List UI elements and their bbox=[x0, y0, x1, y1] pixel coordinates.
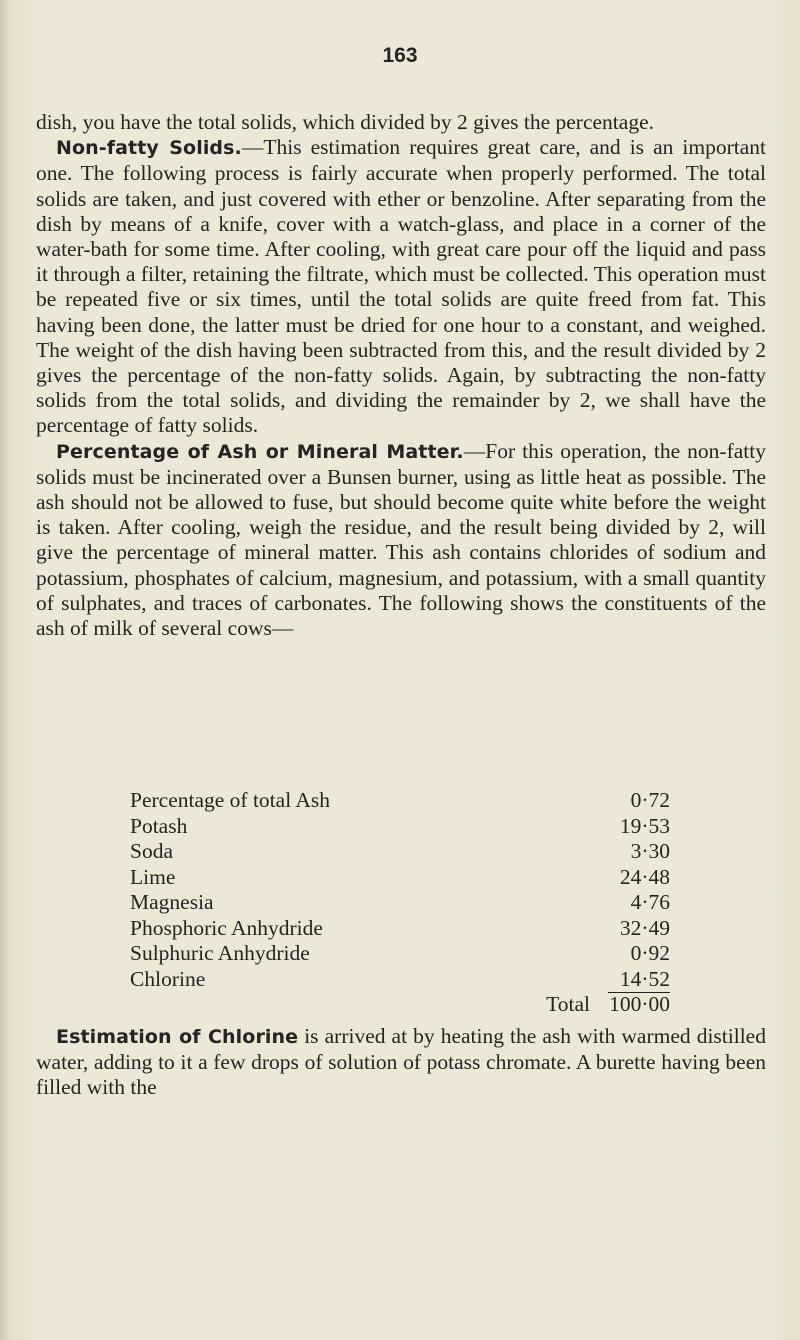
row-label: Soda bbox=[130, 839, 173, 863]
table-row bbox=[130, 839, 670, 865]
section-ash-percentage bbox=[36, 439, 766, 642]
row-label: Potash bbox=[130, 813, 188, 838]
row-value: 3·30 bbox=[630, 839, 670, 863]
section-heading: Non-fatty Solids. bbox=[56, 137, 242, 160]
section-text: is arrived at by heating the ash with warmed distilled water, adding to it a few drops of solution of potass chromate. A burette having been filled with the bbox=[36, 1024, 766, 1100]
section-chlorine-estimation bbox=[36, 1024, 766, 1101]
closing-text bbox=[36, 1024, 766, 1101]
section-heading: Estimation of Chlorine bbox=[56, 1026, 299, 1048]
row-label: Phosphoric Anhydride bbox=[130, 915, 323, 940]
total-row bbox=[130, 992, 670, 1018]
row-value: 4·76 bbox=[630, 890, 670, 914]
row-value: 14·52 bbox=[619, 966, 670, 991]
ash-constituents-table bbox=[130, 788, 670, 1018]
row-label: Chlorine bbox=[130, 966, 206, 991]
total-label: Total bbox=[546, 992, 590, 1016]
row-label: Sulphuric Anhydride bbox=[130, 941, 310, 965]
table-row bbox=[130, 916, 670, 942]
table-row bbox=[130, 814, 670, 840]
table-row bbox=[130, 865, 670, 891]
table-row bbox=[130, 788, 670, 814]
row-value: 0·72 bbox=[630, 788, 670, 812]
row-value: 24·48 bbox=[619, 864, 670, 889]
section-text: —For this operation, the non-fatty solids must be incinerated over a Bunsen burner, using as little heat as possible. The ash should not be allowed to fuse, but should become quite white before the weight is taken. After cooling, weigh the residue, and the result being divided by 2, will give the percentage of mineral matter. This ash contains chlorides of sodium and potassium, phosphates of calcium, magnesium, and potassium, with a small quantity of sulphates, and traces of carbonates. The following shows the constituents of the ash of milk of several cows— bbox=[36, 438, 766, 641]
row-value: 32·49 bbox=[619, 915, 670, 940]
row-label: Lime bbox=[130, 864, 176, 889]
body-text bbox=[36, 110, 766, 641]
table-row bbox=[130, 941, 670, 967]
section-text: —This estimation requires great care, and is an important one. The following process is fairly accurate when properly performed. The total solids are taken, and just covered with ether or benzoline. After separating from the dish by means of a knife, cover with a watch-glass, and place in a corner of the water-bath for some time. After cooling, with great care pour off the liquid and pass it through a filter, retaining the filtrate, which must be collected. This operation must be repeated five or six times, until the total solids are quite freed from fat. This having been done, the latter must be dried for one hour to a constant, and weighed. The weight of the dish having been subtracted from this, and the result divided by 2 gives the percentage of the non-fatty solids. Again, by subtracting the non-fatty solids from the total solids, and dividing the remainder by 2, we shall have the percentage of fatty solids. bbox=[36, 135, 766, 438]
row-value: 0·92 bbox=[630, 941, 670, 965]
section-non-fatty-solids bbox=[36, 135, 766, 438]
table-row bbox=[130, 967, 670, 993]
intro-paragraph: dish, you have the total solids, which divided by 2 gives the percentage. bbox=[36, 110, 654, 134]
page-number: 163 bbox=[382, 44, 418, 67]
section-heading: Percentage of Ash or Mineral Matter. bbox=[56, 440, 464, 463]
total-value: 100·00 bbox=[609, 992, 670, 1016]
table-row bbox=[130, 890, 670, 916]
row-label: Percentage of total Ash bbox=[130, 788, 331, 812]
row-value: 19·53 bbox=[619, 813, 670, 838]
row-label: Magnesia bbox=[130, 890, 214, 914]
